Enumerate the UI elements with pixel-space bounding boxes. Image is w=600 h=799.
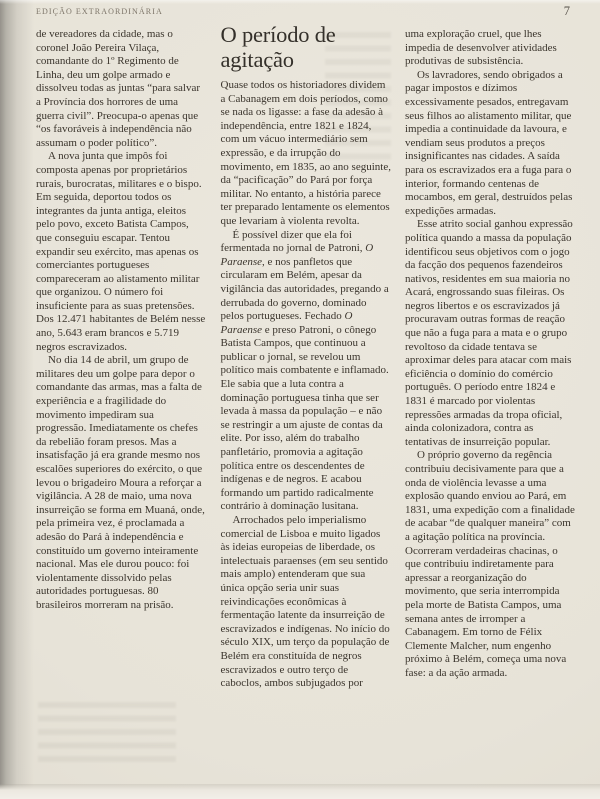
paragraph: Esse atrito social ganhou expressão política quando a massa da população identificou seus objetivos com o jogo da facção dos pequenos fazendeiros nativos, residentes em sua maioria no Acará, engrossando suas fileiras. Os negros libertos e os escravizados já procuravam outras formas de reação que não a fuga para a mata e o grupo revoltoso da cidade tentava se aproximar deles para atacar com mais eficiência o domínio do comércio português. O período entre 1824 e 1831 é marcado por violentas repressões armadas da tropa oficial, ainda colonizadora, contra as tentativas de insurreição popular. xyxy=(405,218,573,448)
paragraph: Quase todos os historiadores dividem a Cabanagem em dois períodos, como se nada os ligasse: a fase da adesão à independência, entre 1821 e 1824, com um vácuo intermediário sem expressão, e da irrupção do movimento, em 1835, ao ano seguinte, da “pacificação” do Pará por força militar. No entanto, a história parece ter preparado lentamente os elementos que levariam à violenta revolta. xyxy=(220,79,391,227)
scan-gutter-shadow xyxy=(0,0,34,799)
column-3 xyxy=(405,28,576,691)
article-heading: O período de agitação xyxy=(220,22,336,72)
bleedthrough-ghost-text xyxy=(38,702,176,762)
paragraph: de vereadores da cidade, mas o coronel João Pereira Vilaça, comandante do 1º Regimento de Linha, deu um golpe armado e dissolveu todas as juntas “para salvar a Província dos horrores de uma guerra civil”. Preocupa-o apenas que “os favoráveis à independência não assumam o poder político”. xyxy=(36,28,201,149)
paragraph: uma exploração cruel, que lhes impedia de desenvolver atividades produtivas de subsistência. xyxy=(405,28,557,68)
paragraph: Os lavradores, sendo obrigados a pagar impostos e dízimos excessivamente pesados, entregavam seus filhos ao alistamento militar, que impedia a continuidade da lavoura, e vendiam seus produtos a preços insignificantes nas cidades. A saída para os escravizados era a fuga para o interior, formando centenas de mocambos, em geral, destruídos pelas expedições armadas. xyxy=(405,68,573,217)
paragraph: A nova junta que impôs foi composta apenas por proprietários rurais, burocratas, militares e o bispo. Em seguida, deportou todos os integrantes da junta antiga, eleitos pelo povo, exceto Batista Campos, que conseguiu escapar. Tentou expandir seu exército, mas apenas os comerciantes portugueses compareceram ao alistamento militar que organizou. O número foi insuficiente para as suas pretensões. Dos 12.471 habitantes de Belém nesse ano, 5.643 eram brancos e 5.719 negros escravizados. xyxy=(36,150,206,353)
scan-top-edge xyxy=(0,0,600,4)
page-number: 7 xyxy=(563,4,570,18)
paragraph: Arrochados pelo imperialismo comercial de Lisboa e muito ligados às ideias europeias de liberdade, os intelectuais paraenses (em seu sentido mais amplo) entenderam que sua única opção seria unir suas reivindicações econômicas à fermentação latente da insurreição de escravizados e indígenas. No início do século XIX, um terço da população de Belém era constituída de negros escravizados e outro terço de caboclos, ambos subjugados por xyxy=(220,514,390,690)
paragraph: O próprio governo da regência contribuiu decisivamente para que a onda de violência levasse a uma explosão quando enviou ao Pará, em 1831, uma expedição com a finalidade de acabar “de qualquer maneira” com a agitação política na província. Ocorreram verdadeiras chacinas, o que contribuiu indiretamente para apressar a reorganização do movimento, que seria interrompida pela morte de Batista Campos, uma semana antes de irromper a Cabanagem. Em torno de Félix Clemente Malcher, num engenho próximo à Belém, começa uma nova fase: a da ação armada. xyxy=(405,449,575,679)
paragraph: É possível dizer que ela foi fermentada no jornal de Patroni, O Paraense, e nos panfletos que circularam em Belém, apesar da vigilância das autoridades, pregando a derrubada do governo, dominado pelos portugueses. Fechado O Paraense e preso Patroni, o cônego Batista Campos, que continuou a publicar o jornal, se revelou um político mais combatente e inflamado. Ele sabia que a luta contra a dominação portuguesa tinha que ser levada à massa da população – e não se restringir a um ajuste de contas da elite. Por isso, além do trabalho panfletário, promovia a agitação política entre os descendentes de indígenas e de negros. E acabou formando um partido radicalmente contrário à dominação lusitana. xyxy=(220,228,389,513)
column-1 xyxy=(36,28,207,691)
paragraph: No dia 14 de abril, um grupo de militares deu um golpe para depor o comandante das armas, mas a falta de experiência e a fragilidade do movimento impediram sua progressão. Imediatamente os chefes da rebelião foram presos. Mas a insatisfação já era grande mesmo nos escalões superiores do exército, o que levou o brigadeiro Moura a reforçar a vigilância. A 28 de maio, uma nova insurreição se forma em Muaná, onde, pela primeira vez, é proclamada a adesão do Pará à independência e constituído um governo inteiramente nacional. Mas ele durou pouco: foi violentamente dissolvido pelas autoridades portuguesas. 80 brasileiros morreram na prisão. xyxy=(36,354,205,611)
scan-bottom-edge xyxy=(0,784,600,799)
column-2 xyxy=(220,22,392,691)
edition-label: EDIÇÃO EXTRAORDINÁRIA xyxy=(36,7,163,16)
article-columns xyxy=(36,22,576,691)
